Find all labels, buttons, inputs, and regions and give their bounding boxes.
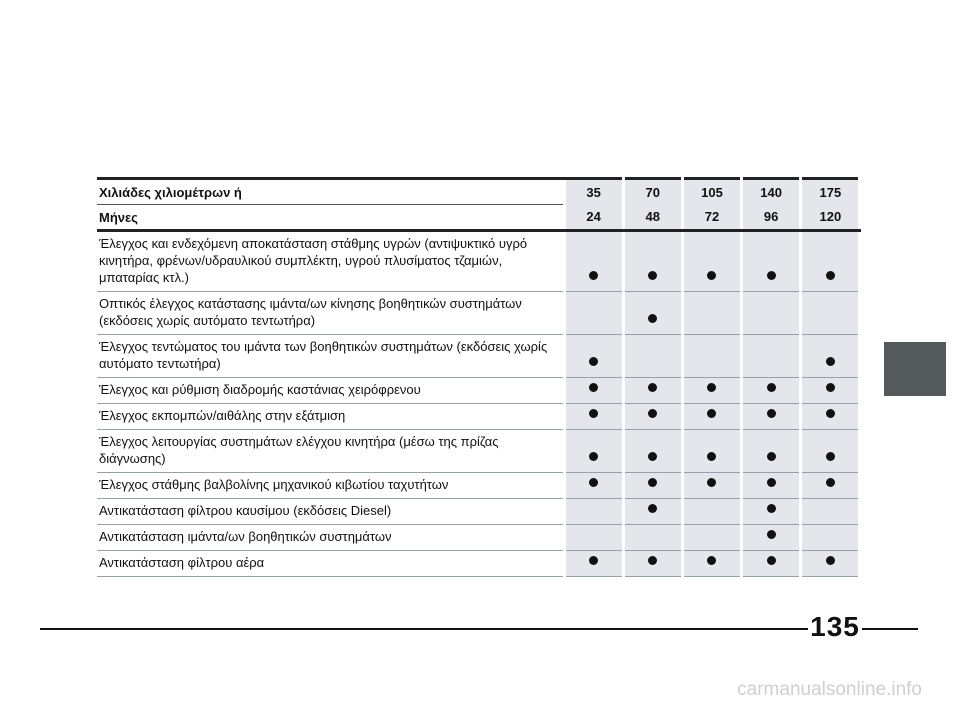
- interval-cell: [801, 473, 860, 499]
- interval-cell: [801, 525, 860, 551]
- table-row: [97, 378, 860, 404]
- header-km-value: 105: [682, 179, 741, 205]
- interval-cell: [682, 499, 741, 525]
- interval-cell: [564, 231, 623, 292]
- interval-cell: [623, 499, 682, 525]
- interval-cell: [742, 430, 801, 473]
- interval-cell: [623, 292, 682, 335]
- scheduled-dot-icon: [589, 271, 598, 280]
- table-row: [97, 404, 860, 430]
- table-row: [97, 473, 860, 499]
- interval-cell: [623, 430, 682, 473]
- interval-cell: [682, 430, 741, 473]
- task-description: Έλεγχος εκπομπών/αιθάλης στην εξάτμιση: [97, 404, 564, 430]
- header-months-value: 96: [742, 205, 801, 231]
- interval-cell: [564, 551, 623, 577]
- interval-cell: [742, 231, 801, 292]
- interval-cell: [682, 335, 741, 378]
- interval-cell: [564, 525, 623, 551]
- table-row: [97, 335, 860, 378]
- scheduled-dot-icon: [826, 409, 835, 418]
- task-description: Έλεγχος τεντώματος του ιμάντα των βοηθητικών συστημάτων (εκδόσεις χωρίς αυτόματο τεντωτήρα): [97, 335, 564, 378]
- header-row-km: [97, 179, 860, 205]
- interval-cell: [564, 430, 623, 473]
- scheduled-dot-icon: [648, 383, 657, 392]
- scheduled-dot-icon: [707, 478, 716, 487]
- task-description: Έλεγχος και ρύθμιση διαδρομής καστάνιας χειρόφρενου: [97, 378, 564, 404]
- scheduled-dot-icon: [648, 504, 657, 513]
- interval-cell: [682, 231, 741, 292]
- task-description: Έλεγχος στάθμης βαλβολίνης μηχανικού κιβωτίου ταχυτήτων: [97, 473, 564, 499]
- interval-cell: [564, 404, 623, 430]
- scheduled-dot-icon: [648, 452, 657, 461]
- scheduled-dot-icon: [826, 271, 835, 280]
- scheduled-dot-icon: [826, 357, 835, 366]
- scheduled-dot-icon: [648, 314, 657, 323]
- footer-rule-right: [862, 628, 918, 630]
- interval-cell: [801, 378, 860, 404]
- task-description: Οπτικός έλεγχος κατάστασης ιμάντα/ων κίνησης βοηθητικών συστημάτων (εκδόσεις χωρίς αυτόματο τεντωτήρα): [97, 292, 564, 335]
- task-description: Αντικατάσταση ιμάντα/ων βοηθητικών συστημάτων: [97, 525, 564, 551]
- table-row: [97, 551, 860, 577]
- task-description: Αντικατάσταση φίλτρου αέρα: [97, 551, 564, 577]
- interval-cell: [801, 404, 860, 430]
- scheduled-dot-icon: [648, 409, 657, 418]
- scheduled-dot-icon: [767, 409, 776, 418]
- interval-cell: [682, 292, 741, 335]
- header-km-value: 140: [742, 179, 801, 205]
- header-km-value: 70: [623, 179, 682, 205]
- interval-cell: [682, 473, 741, 499]
- scheduled-dot-icon: [589, 357, 598, 366]
- scheduled-dot-icon: [589, 478, 598, 487]
- interval-cell: [742, 292, 801, 335]
- scheduled-dot-icon: [648, 556, 657, 565]
- interval-cell: [623, 473, 682, 499]
- interval-cell: [801, 551, 860, 577]
- interval-cell: [564, 292, 623, 335]
- scheduled-dot-icon: [826, 452, 835, 461]
- scheduled-dot-icon: [589, 383, 598, 392]
- interval-cell: [742, 378, 801, 404]
- interval-cell: [742, 525, 801, 551]
- scheduled-dot-icon: [767, 504, 776, 513]
- header-months-value: 24: [564, 205, 623, 231]
- scheduled-dot-icon: [767, 452, 776, 461]
- scheduled-dot-icon: [707, 556, 716, 565]
- scheduled-dot-icon: [767, 383, 776, 392]
- interval-cell: [564, 473, 623, 499]
- interval-cell: [623, 378, 682, 404]
- scheduled-dot-icon: [707, 409, 716, 418]
- table-row: [97, 231, 860, 292]
- interval-cell: [801, 231, 860, 292]
- interval-cell: [742, 551, 801, 577]
- scheduled-dot-icon: [707, 383, 716, 392]
- page-number: 135: [810, 611, 860, 642]
- table-row: [97, 430, 860, 473]
- header-months-label: Μήνες: [97, 205, 564, 231]
- interval-cell: [742, 404, 801, 430]
- interval-cell: [682, 551, 741, 577]
- interval-cell: [801, 292, 860, 335]
- interval-cell: [682, 378, 741, 404]
- interval-cell: [801, 499, 860, 525]
- table-row: [97, 499, 860, 525]
- chapter-tab: [884, 342, 946, 396]
- interval-cell: [623, 404, 682, 430]
- maintenance-schedule-table: [97, 177, 861, 577]
- interval-cell: [623, 525, 682, 551]
- scheduled-dot-icon: [589, 409, 598, 418]
- header-km-value: 35: [564, 179, 623, 205]
- interval-cell: [564, 378, 623, 404]
- scheduled-dot-icon: [648, 271, 657, 280]
- interval-cell: [682, 525, 741, 551]
- scheduled-dot-icon: [707, 271, 716, 280]
- watermark: carmanualsonline.info: [737, 679, 922, 700]
- interval-cell: [801, 335, 860, 378]
- table-row: [97, 525, 860, 551]
- scheduled-dot-icon: [767, 478, 776, 487]
- task-description: Αντικατάσταση φίλτρου καυσίμου (εκδόσεις Diesel): [97, 499, 564, 525]
- scheduled-dot-icon: [589, 452, 598, 461]
- scheduled-dot-icon: [826, 383, 835, 392]
- header-months-value: 48: [623, 205, 682, 231]
- footer-rule-left: [40, 628, 808, 630]
- scheduled-dot-icon: [589, 556, 598, 565]
- interval-cell: [742, 473, 801, 499]
- scheduled-dot-icon: [826, 556, 835, 565]
- scheduled-dot-icon: [767, 530, 776, 539]
- interval-cell: [623, 231, 682, 292]
- interval-cell: [682, 404, 741, 430]
- interval-cell: [564, 499, 623, 525]
- interval-cell: [623, 335, 682, 378]
- scheduled-dot-icon: [648, 478, 657, 487]
- table-row: [97, 292, 860, 335]
- header-km-label: Χιλιάδες χιλιομέτρων ή: [97, 179, 564, 205]
- interval-cell: [623, 551, 682, 577]
- header-months-value: 120: [801, 205, 860, 231]
- scheduled-dot-icon: [707, 452, 716, 461]
- scheduled-dot-icon: [826, 478, 835, 487]
- interval-cell: [742, 335, 801, 378]
- interval-cell: [564, 335, 623, 378]
- interval-cell: [801, 430, 860, 473]
- task-description: Έλεγχος λειτουργίας συστημάτων ελέγχου κινητήρα (μέσω της πρίζας διάγνωσης): [97, 430, 564, 473]
- scheduled-dot-icon: [767, 556, 776, 565]
- header-km-value: 175: [801, 179, 860, 205]
- interval-cell: [742, 499, 801, 525]
- scheduled-dot-icon: [767, 271, 776, 280]
- task-description: Έλεγχος και ενδεχόμενη αποκατάσταση στάθμης υγρών (αντιψυκτικό υγρό κινητήρα, φρένων/υδραυλικού συμπλέκτη, υγρού πλυσίματος τζαμιών, μπαταρίας κτλ.): [97, 231, 564, 292]
- header-row-months: [97, 205, 860, 231]
- header-months-value: 72: [682, 205, 741, 231]
